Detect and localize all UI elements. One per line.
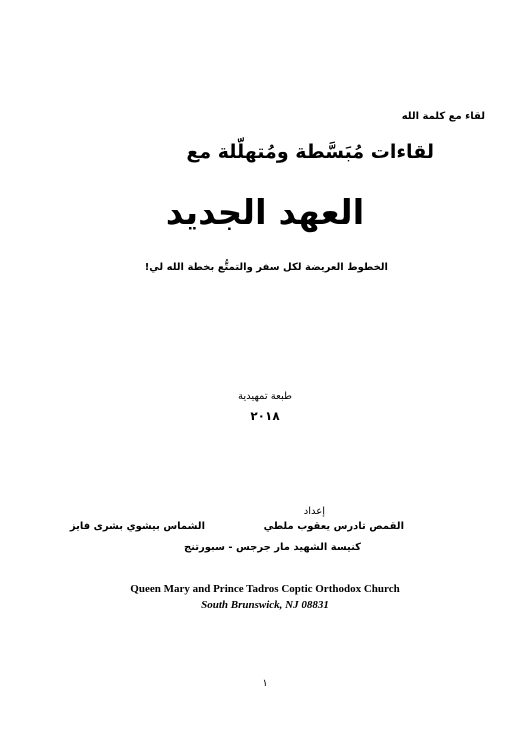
page-number: ١ [262,678,268,689]
church-name-english: Queen Mary and Prince Tadros Coptic Orthodox Church [130,583,400,595]
author-1: القمص تادرس يعقوب ملطي [263,521,404,532]
year: ٢٠١٨ [250,409,280,423]
series-label: لقاء مع كلمة الله [401,111,485,122]
subtitle: الخطوط العريضة لكل سفر والتمتُّع بخطة الله لي! [144,262,388,273]
title-line-1: لقاءات مُبَسَّطة ومُتهلّلة مع [186,141,434,163]
edition-label: طبعة تمهيدية [238,391,292,402]
prepared-by-label: إعداد [303,506,325,517]
title-line-2: العهد الجديد [165,193,365,233]
church-name-arabic: كنيسة الشهيد مار جرجس - سبورتنج [183,542,361,553]
church-address: South Brunswick, NJ 08831 [201,599,329,611]
author-2: الشماس بيشوي بشرى فايز [69,521,205,532]
